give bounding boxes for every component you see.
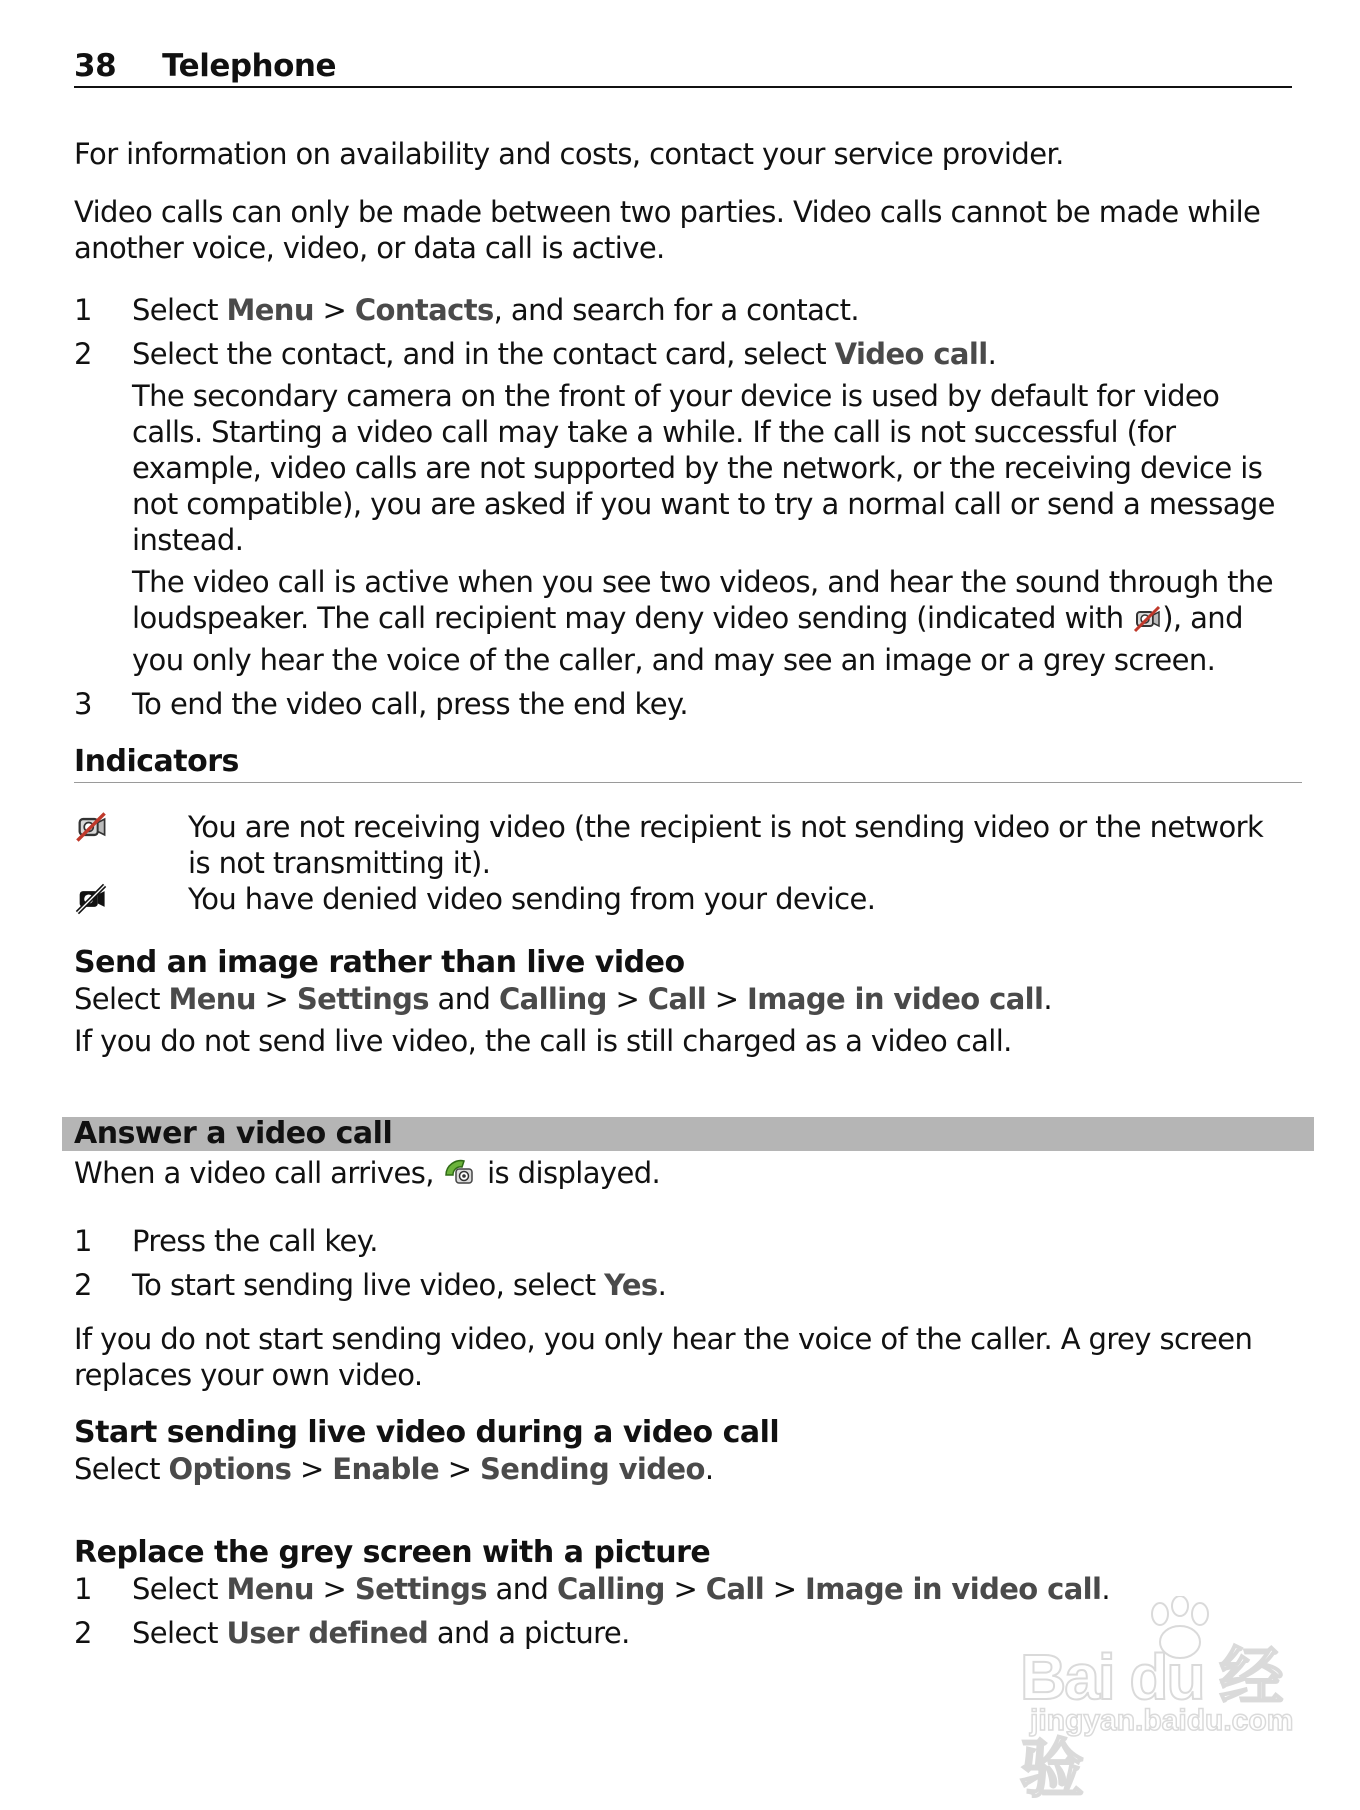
step-number: 1 [74, 1224, 93, 1258]
menu-item-enable: Enable [332, 1452, 440, 1486]
answer-intro: When a video call arrives, is displayed. [74, 1155, 1292, 1197]
video-not-received-icon [74, 809, 188, 845]
send-image-note: If you do not send live video, the call is still charged as a video call. [74, 1024, 1012, 1058]
page-content [74, 136, 1292, 1651]
menu-item-video-call: Video call [834, 337, 988, 371]
step-number: 2 [74, 1616, 93, 1650]
answer-note: If you do not start sending video, you only hear the voice of the caller. A grey screen replaces your own video. [74, 1322, 1253, 1392]
step-2-paragraph-1: The secondary camera on the front of your device is used by default for video calls. Starting a video call may take a while. If the call is not successful (for example, video calls are not supported by the network, or the receiving device is not compatible), you are asked if you want to try a normal call or send a message instead. [132, 379, 1275, 557]
menu-item-sending-video: Sending video [480, 1452, 705, 1486]
indicator-text: You are not receiving video (the recipient is not sending video or the network is not transmitting it). [188, 810, 1264, 880]
page-title: Telephone [162, 48, 336, 84]
step-number: 2 [74, 1268, 93, 1302]
menu-item-calling: Calling [498, 982, 607, 1016]
step-1-text: Press the call key. [132, 1224, 378, 1258]
video-call-steps [74, 292, 1292, 722]
step-2 [74, 336, 1292, 678]
menu-item-menu: Menu [168, 982, 256, 1016]
step-2-text: Select the contact, and in the contact card, select Video call. [132, 337, 997, 371]
menu-item-options: Options [168, 1452, 292, 1486]
step-1 [74, 1223, 1292, 1259]
menu-item-call: Call [705, 1572, 765, 1606]
step-3 [74, 686, 1292, 722]
step-2-text: To start sending live video, select Yes. [132, 1268, 667, 1302]
replace-grey-screen-heading: Replace the grey screen with a picture [74, 1535, 711, 1570]
step-1-text: Select Menu > Settings and Calling > Call > Image in video call. [132, 1572, 1110, 1606]
step-2-paragraph-2: The video call is active when you see two videos, and hear the sound through the loudspeaker. The call recipient may deny video sending (indicated with ), and you only hear the voice of the caller, and may see an image or a grey screen. [132, 565, 1273, 677]
step-2 [74, 1267, 1292, 1303]
video-sending-denied-icon [74, 881, 188, 917]
start-live-video-heading: Start sending live video during a video call [74, 1415, 780, 1450]
answer-video-call-heading: Answer a video call [62, 1117, 1314, 1151]
step-number: 2 [74, 337, 93, 371]
page-header [74, 48, 1292, 88]
answer-steps [74, 1223, 1292, 1303]
step-number: 1 [74, 1572, 93, 1606]
watermark-brand: Bai du 经验 [1020, 1641, 1282, 1805]
indicator-row [74, 809, 1292, 881]
incoming-video-call-icon [442, 1155, 478, 1197]
indicators-heading: Indicators [74, 744, 1302, 783]
step-2-text: Select User defined and a picture. [132, 1616, 630, 1650]
menu-item-settings: Settings [296, 982, 429, 1016]
indicator-text: You have denied video sending from your device. [188, 882, 876, 916]
intro-paragraph-2: Video calls can only be made between two parties. Video calls cannot be made while another voice, video, or data call is active. [74, 195, 1261, 265]
menu-item-calling: Calling [556, 1572, 665, 1606]
page-number: 38 [74, 48, 117, 84]
step-1 [74, 292, 1292, 328]
step-number: 3 [74, 687, 93, 721]
menu-item-yes: Yes [604, 1268, 658, 1302]
send-image-heading: Send an image rather than live video [74, 945, 685, 980]
manual-page [62, 48, 1292, 1659]
start-live-video-path: Select Options > Enable > Sending video. [74, 1452, 714, 1486]
menu-item-menu: Menu [226, 1572, 314, 1606]
intro-paragraph-1: For information on availability and costs, contact your service provider. [74, 137, 1064, 171]
step-1-text: Select Menu > Contacts, and search for a contact. [132, 293, 860, 327]
indicator-row [74, 881, 1292, 917]
menu-item-settings: Settings [354, 1572, 487, 1606]
step-number: 1 [74, 293, 93, 327]
video-not-received-icon [1132, 604, 1162, 642]
step-3-text: To end the video call, press the end key. [132, 687, 688, 721]
menu-item-image-in-video-call: Image in video call [805, 1572, 1102, 1606]
baidu-watermark [1020, 1596, 1320, 1805]
menu-item-call: Call [647, 982, 707, 1016]
menu-item-image-in-video-call: Image in video call [747, 982, 1044, 1016]
watermark-url: jingyan.baidu.com [1030, 1704, 1294, 1737]
menu-item-menu: Menu [226, 293, 314, 327]
send-image-path: Select Menu > Settings and Calling > Call > Image in video call. [74, 982, 1052, 1016]
indicators-list [74, 809, 1292, 917]
menu-item-contacts: Contacts [354, 293, 494, 327]
menu-item-user-defined: User defined [226, 1616, 429, 1650]
